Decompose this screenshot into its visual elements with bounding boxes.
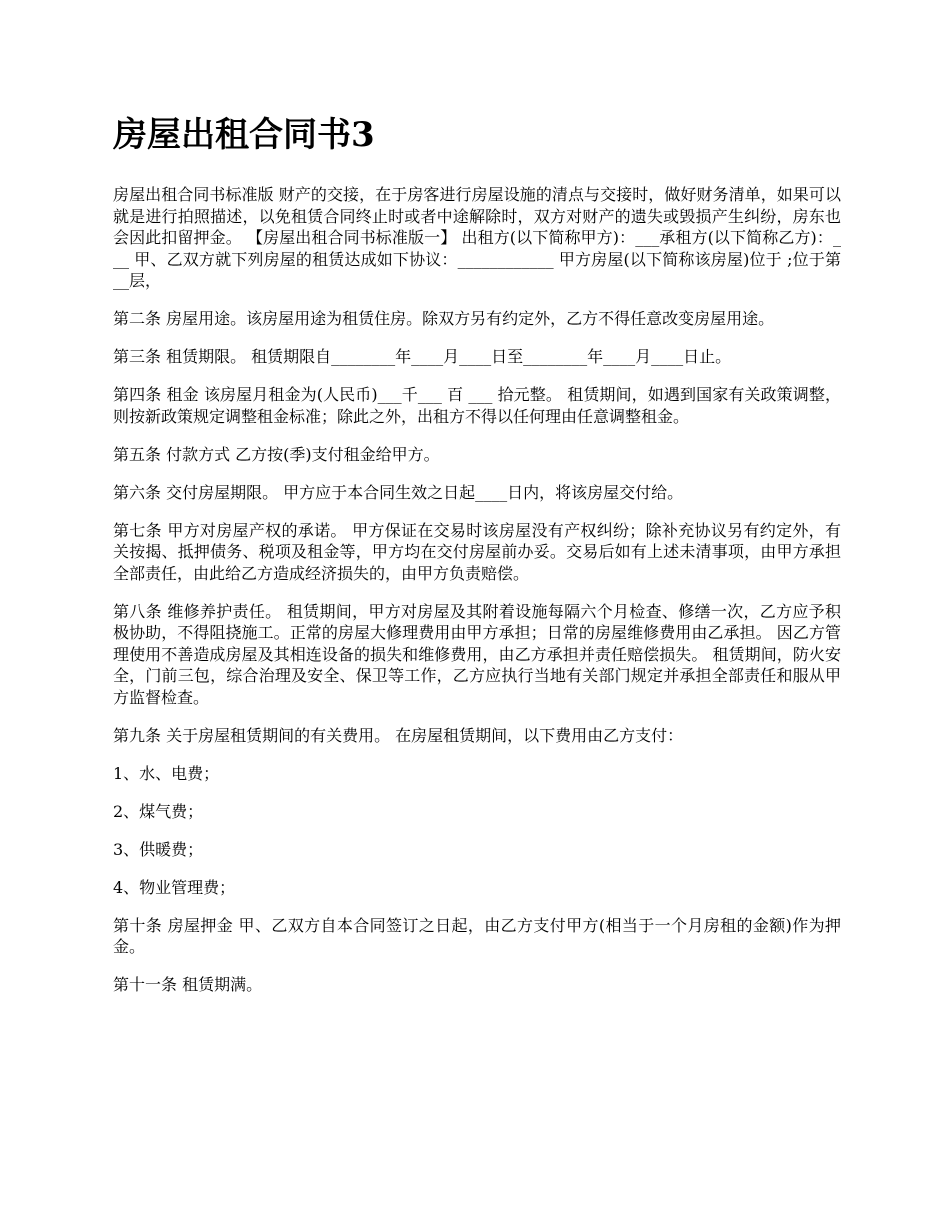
paragraph-article-10: 第十条 房屋押金 甲、乙双方自本合同签订之日起，由乙方支付甲方(相当于一个月房租的金额)作为押金。 — [113, 915, 841, 956]
paragraph-intro: 房屋出租合同书标准版 财产的交接，在于房客进行房屋设施的清点与交接时，做好财务清单，如果可以就是进行拍照描述，以免租赁合同终止时或者中途解除时，双方对财产的遗失或毁损产生纠纷，房东也会因此扣留押金。 【房屋出租合同书标准版一】 出租方(以下简称甲方)：___承租方(以下简称乙方)：___ 甲、乙双方就下列房屋的租赁达成如下协议：____________ 甲方房屋(以下简称该房屋)位于 ;位于第__层， — [113, 185, 841, 290]
paragraph-article-6: 第六条 交付房屋期限。 甲方应于本合同生效之日起____日内，将该房屋交付给。 — [113, 482, 684, 502]
document-page — [113, 112, 841, 1012]
paragraph-article-2: 第二条 房屋用途。该房屋用途为租赁住房。除双方另有约定外，乙方不得任意改变房屋用途。 — [113, 309, 775, 328]
paragraph-article-11: 第十一条 租赁期满。 — [113, 975, 263, 994]
document-title: 房屋出租合同书3 — [113, 115, 375, 155]
list-item-fee-2: 2、煤气费； — [113, 801, 204, 821]
list-item-fee-4: 4、物业管理费； — [113, 877, 236, 897]
paragraph-article-3: 第三条 租赁期限。 租赁期限自________年____月____日至________年____月____日止。 — [113, 347, 732, 366]
paragraph-article-4: 第四条 租金 该房屋月租金为(人民币)___千___ 百 ___ 拾元整。 租赁期间，如遇到国家有关政策调整，则按新政策规定调整租金标准；除此之外，出租方不得以任何理由任意调整租金。 — [113, 385, 841, 426]
list-item-fee-1: 1、水、电费； — [113, 763, 220, 783]
paragraph-article-7: 第七条 甲方对房屋产权的承诺。 甲方保证在交易时该房屋没有产权纠纷；除补充协议另有约定外，有关按揭、抵押债务、税项及租金等，甲方均在交付房屋前办妥。交易后如有上述未清事项，由甲方承担全部责任，由此给乙方造成经济损失的，由甲方负责赔偿。 — [113, 520, 841, 583]
paragraph-article-9: 第九条 关于房屋租赁期间的有关费用。 在房屋租赁期间，以下费用由乙方支付： — [113, 725, 684, 745]
paragraph-article-8: 第八条 维修养护责任。 租赁期间，甲方对房屋及其附着设施每隔六个月检查、修缮一次，乙方应予积极协助，不得阻挠施工。正常的房屋大修理费用由甲方承担；日常的房屋维修费用由乙承担。 因乙方管理使用不善造成房屋及其相连设备的损失和维修费用，由乙方承担并责任赔偿损失。 租赁期间，防火安全，门前三包，综合治理及安全、保卫等工作，乙方应执行当地有关部门规定并承担全部责任和服从甲方监督检查。 — [113, 601, 841, 707]
list-item-fee-3: 3、供暖费； — [113, 839, 204, 859]
paragraph-article-5: 第五条 付款方式 乙方按(季)支付租金给甲方。 — [113, 444, 440, 464]
